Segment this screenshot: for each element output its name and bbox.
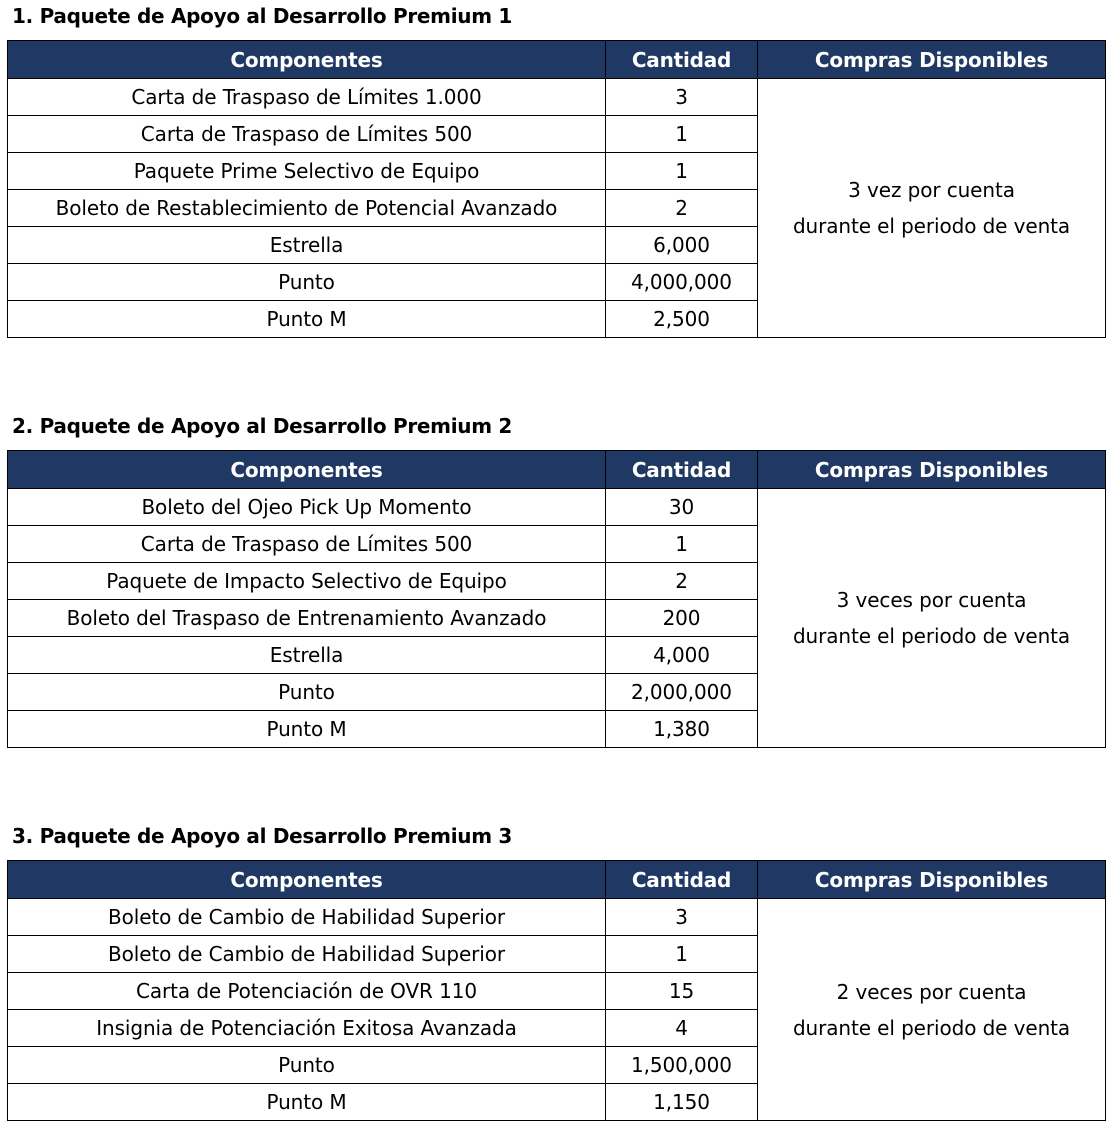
item-qty: 3 xyxy=(606,79,758,116)
purchase-limit-line2: durante el periodo de venta xyxy=(792,214,1071,238)
item-qty: 4,000 xyxy=(606,637,758,674)
item-name: Insignia de Potenciación Exitosa Avanzada xyxy=(8,1010,606,1047)
item-name: Carta de Potenciación de OVR 110 xyxy=(8,973,606,1010)
item-qty: 15 xyxy=(606,973,758,1010)
item-qty: 1,380 xyxy=(606,711,758,748)
purchase-limit xyxy=(758,899,1106,1121)
table-header-row xyxy=(8,41,1106,79)
item-name: Punto xyxy=(8,264,606,301)
header-quantity: Cantidad xyxy=(606,41,758,79)
item-qty: 2 xyxy=(606,190,758,227)
item-name: Punto M xyxy=(8,1084,606,1121)
item-name: Boleto de Restablecimiento de Potencial Avanzado xyxy=(8,190,606,227)
table-row xyxy=(8,489,1106,526)
purchase-limit-line2: durante el periodo de venta xyxy=(792,624,1071,648)
item-name: Punto xyxy=(8,674,606,711)
item-name: Boleto del Traspaso de Entrenamiento Avanzado xyxy=(8,600,606,637)
header-quantity: Cantidad xyxy=(606,451,758,489)
section-title: 2. Paquete de Apoyo al Desarrollo Premium 2 xyxy=(12,414,513,438)
item-qty: 6,000 xyxy=(606,227,758,264)
item-name: Punto M xyxy=(8,301,606,338)
item-qty: 2,000,000 xyxy=(606,674,758,711)
item-name: Estrella xyxy=(8,637,606,674)
item-name: Carta de Traspaso de Límites 500 xyxy=(8,526,606,563)
item-qty: 4 xyxy=(606,1010,758,1047)
item-name: Carta de Traspaso de Límites 1.000 xyxy=(8,79,606,116)
item-name: Boleto de Cambio de Habilidad Superior xyxy=(8,899,606,936)
item-qty: 30 xyxy=(606,489,758,526)
item-name: Boleto de Cambio de Habilidad Superior xyxy=(8,936,606,973)
purchase-limit-line1: 2 veces por cuenta xyxy=(836,979,1027,1004)
item-name: Boleto del Ojeo Pick Up Momento xyxy=(8,489,606,526)
item-qty: 2,500 xyxy=(606,301,758,338)
item-name: Punto M xyxy=(8,711,606,748)
purchase-limit-line1: 3 vez por cuenta xyxy=(848,178,1015,202)
item-name: Paquete de Impacto Selectivo de Equipo xyxy=(8,563,606,600)
package-table xyxy=(7,450,1106,748)
header-quantity: Cantidad xyxy=(606,861,758,899)
item-qty: 1 xyxy=(606,526,758,563)
section-title: 3. Paquete de Apoyo al Desarrollo Premium 3 xyxy=(12,824,513,848)
item-name: Carta de Traspaso de Límites 500 xyxy=(8,116,606,153)
purchase-limit xyxy=(758,79,1106,338)
purchase-limit-line1: 3 veces por cuenta xyxy=(836,588,1027,612)
header-purchases: Compras Disponibles xyxy=(758,41,1106,79)
header-components: Componentes xyxy=(8,41,606,79)
package-table xyxy=(7,860,1106,1121)
item-name: Punto xyxy=(8,1047,606,1084)
item-qty: 2 xyxy=(606,563,758,600)
section-title: 1. Paquete de Apoyo al Desarrollo Premium 1 xyxy=(12,4,513,28)
purchase-limit-line2: durante el periodo de venta xyxy=(792,1015,1071,1040)
table-row xyxy=(8,79,1106,116)
header-components: Componentes xyxy=(8,451,606,489)
package-table xyxy=(7,40,1106,338)
item-name: Paquete Prime Selectivo de Equipo xyxy=(8,153,606,190)
item-qty: 1,150 xyxy=(606,1084,758,1121)
item-qty: 1,500,000 xyxy=(606,1047,758,1084)
header-purchases: Compras Disponibles xyxy=(758,861,1106,899)
table-header-row xyxy=(8,861,1106,899)
item-qty: 1 xyxy=(606,153,758,190)
table-row xyxy=(8,899,1106,936)
header-components: Componentes xyxy=(8,861,606,899)
item-name: Estrella xyxy=(8,227,606,264)
purchase-limit xyxy=(758,489,1106,748)
header-purchases: Compras Disponibles xyxy=(758,451,1106,489)
item-qty: 3 xyxy=(606,899,758,936)
item-qty: 4,000,000 xyxy=(606,264,758,301)
item-qty: 1 xyxy=(606,116,758,153)
item-qty: 200 xyxy=(606,600,758,637)
item-qty: 1 xyxy=(606,936,758,973)
table-header-row xyxy=(8,451,1106,489)
